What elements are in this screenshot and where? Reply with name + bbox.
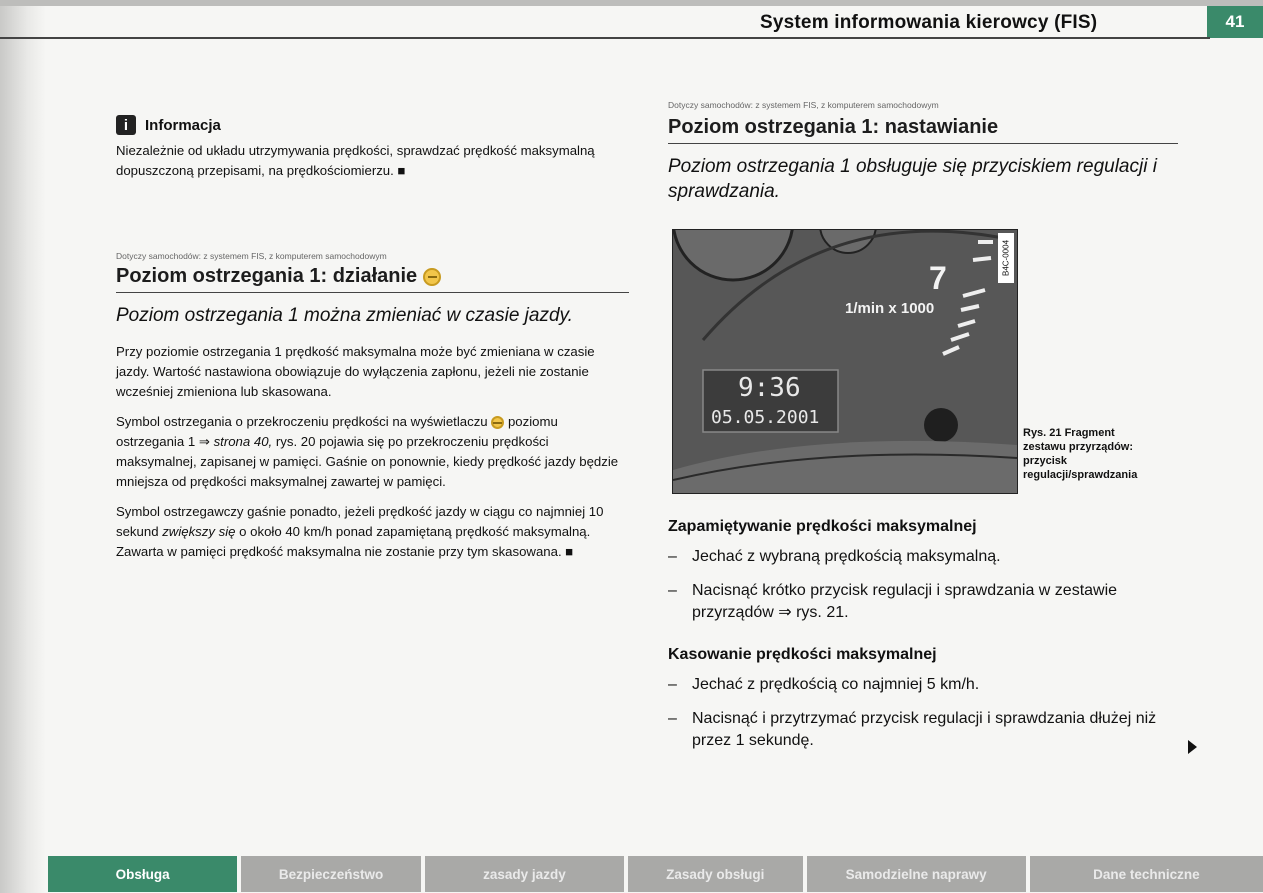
speed-warning-icon-inline <box>491 416 504 429</box>
list-item-text: Nacisnąć i przytrzymać przycisk regulacji i sprawdzania dłużej niż przez 1 sekundę. <box>692 710 1157 749</box>
instrument-cluster-illustration <box>673 230 1017 493</box>
paragraph-2 <box>116 412 629 492</box>
subheading-store-max-speed: Zapamiętywanie prędkości maksymalnej <box>668 518 977 535</box>
paragraph-3 <box>116 502 629 562</box>
paragraph-1: Przy poziomie ostrzegania 1 prędkość maksymalna może być zmieniana w czasie jazdy. Wartość nastawiona obowiązuje do wyłączenia zapłonu, jeżeli nie zostanie wcześniej zmieniona lub skasowana. <box>116 344 595 399</box>
list-item <box>668 674 1178 696</box>
figure-caption: Rys. 21 Fragment zestawu przyrządów: przycisk regulacji/sprawdzania <box>1023 427 1138 481</box>
list-dash: – <box>668 582 677 599</box>
tab-dane-techniczne[interactable]: Dane techniczne <box>1030 856 1263 892</box>
top-shadow <box>0 0 1263 6</box>
section-title-text: Poziom ostrzegania 1: działanie <box>116 265 418 287</box>
section-title-left <box>116 265 629 288</box>
list-item-text: Jechać z prędkością co najmniej 5 km/h. <box>692 676 980 693</box>
p2-part-c: rys. 20 pojawia się po przekroczeniu prędkości maksymalnej, zapisanej w pamięci. Gaśnie on ponownie, kiedy prędkość jazdy będzie mniejsza od prędkości maksymalnej zawartej w pamięci. <box>116 434 619 489</box>
list-item <box>668 580 1178 624</box>
tab-bezpieczenstwo[interactable]: Bezpieczeństwo <box>241 856 420 892</box>
list-dash: – <box>668 710 677 727</box>
gauge-number: 7 <box>929 260 947 296</box>
p3-emphasis: zwiększy się <box>162 524 236 539</box>
info-icon: i <box>116 115 136 135</box>
page-header-title: System informowania kierowcy (FIS) <box>760 12 1098 33</box>
p2-part-b: poziomu ostrzegania 1 ⇒ <box>116 414 558 449</box>
info-text: Niezależnie od układu utrzymywania prędkości, sprawdzać prędkość maksymalną dopuszczoną przepisami, na prędkościomierzu. ■ <box>116 143 595 178</box>
info-box-header <box>116 115 629 135</box>
tab-samodzielne-naprawy[interactable]: Samodzielne naprawy <box>807 856 1026 892</box>
right-column-lower <box>668 518 1178 752</box>
section-rule-right <box>668 143 1178 144</box>
subheading-delete-max-speed: Kasowanie prędkości maksymalnej <box>668 646 937 663</box>
tab-zasady-jazdy[interactable]: zasady jazdy <box>425 856 624 892</box>
p3-part-a: Symbol ostrzegawczy gaśnie ponadto, jeżeli prędkość jazdy w ciągu co najmniej 10 sekund <box>116 504 604 539</box>
gauge-unit: 1/min x 1000 <box>845 300 935 317</box>
page-number: 41 <box>1207 6 1263 38</box>
p2-part-a: Symbol ostrzegania o przekroczeniu prędkości na wyświetlaczu <box>116 414 488 429</box>
right-column <box>668 100 1178 204</box>
applies-to-meta-right: Dotyczy samochodów: z systemem FIS, z komputerem samochodowym <box>668 100 939 110</box>
list-item-text: Nacisnąć krótko przycisk regulacji i sprawdzania w zestawie przyrządów ⇒ rys. 21. <box>692 582 1118 621</box>
applies-to-meta: Dotyczy samochodów: z systemem FIS, z komputerem samochodowym <box>116 251 387 261</box>
p2-page-reference: strona 40, <box>213 434 273 449</box>
list-dash: – <box>668 548 677 565</box>
lead-text-right: Poziom ostrzegania 1 obsługuje się przyciskiem regulacji i sprawdzania. <box>668 156 1157 202</box>
page-edge <box>0 0 46 893</box>
instrument-cluster-figure <box>672 229 1018 494</box>
list-item <box>668 708 1178 752</box>
header-rule <box>0 37 1210 39</box>
left-column <box>116 115 629 562</box>
tab-zasady-obslugi[interactable]: Zasady obsługi <box>628 856 802 892</box>
list-dash: – <box>668 676 677 693</box>
section-title-right: Poziom ostrzegania 1: nastawianie <box>668 116 999 138</box>
display-date: 05.05.2001 <box>711 407 820 428</box>
info-title: Informacja <box>145 116 221 134</box>
figure-code: B4C-0004 <box>998 233 1014 283</box>
list-item <box>668 546 1178 568</box>
p3-part-b: o około 40 km/h ponad zapamiętaną prędkość maksymalną. Zawarta w pamięci prędkość maksymalna nie zostanie przy tym skasowana. ■ <box>116 524 591 559</box>
section-rule <box>116 292 629 293</box>
chapter-tabs <box>48 852 1263 893</box>
tab-obsluga[interactable]: Obsługa <box>48 856 237 892</box>
display-clock: 9:36 <box>738 373 801 403</box>
speed-warning-icon <box>423 268 441 286</box>
lead-text-left: Poziom ostrzegania 1 można zmieniać w czasie jazdy. <box>116 305 573 326</box>
continue-arrow-icon <box>1188 740 1197 754</box>
list-item-text: Jechać z wybraną prędkością maksymalną. <box>692 548 1001 565</box>
